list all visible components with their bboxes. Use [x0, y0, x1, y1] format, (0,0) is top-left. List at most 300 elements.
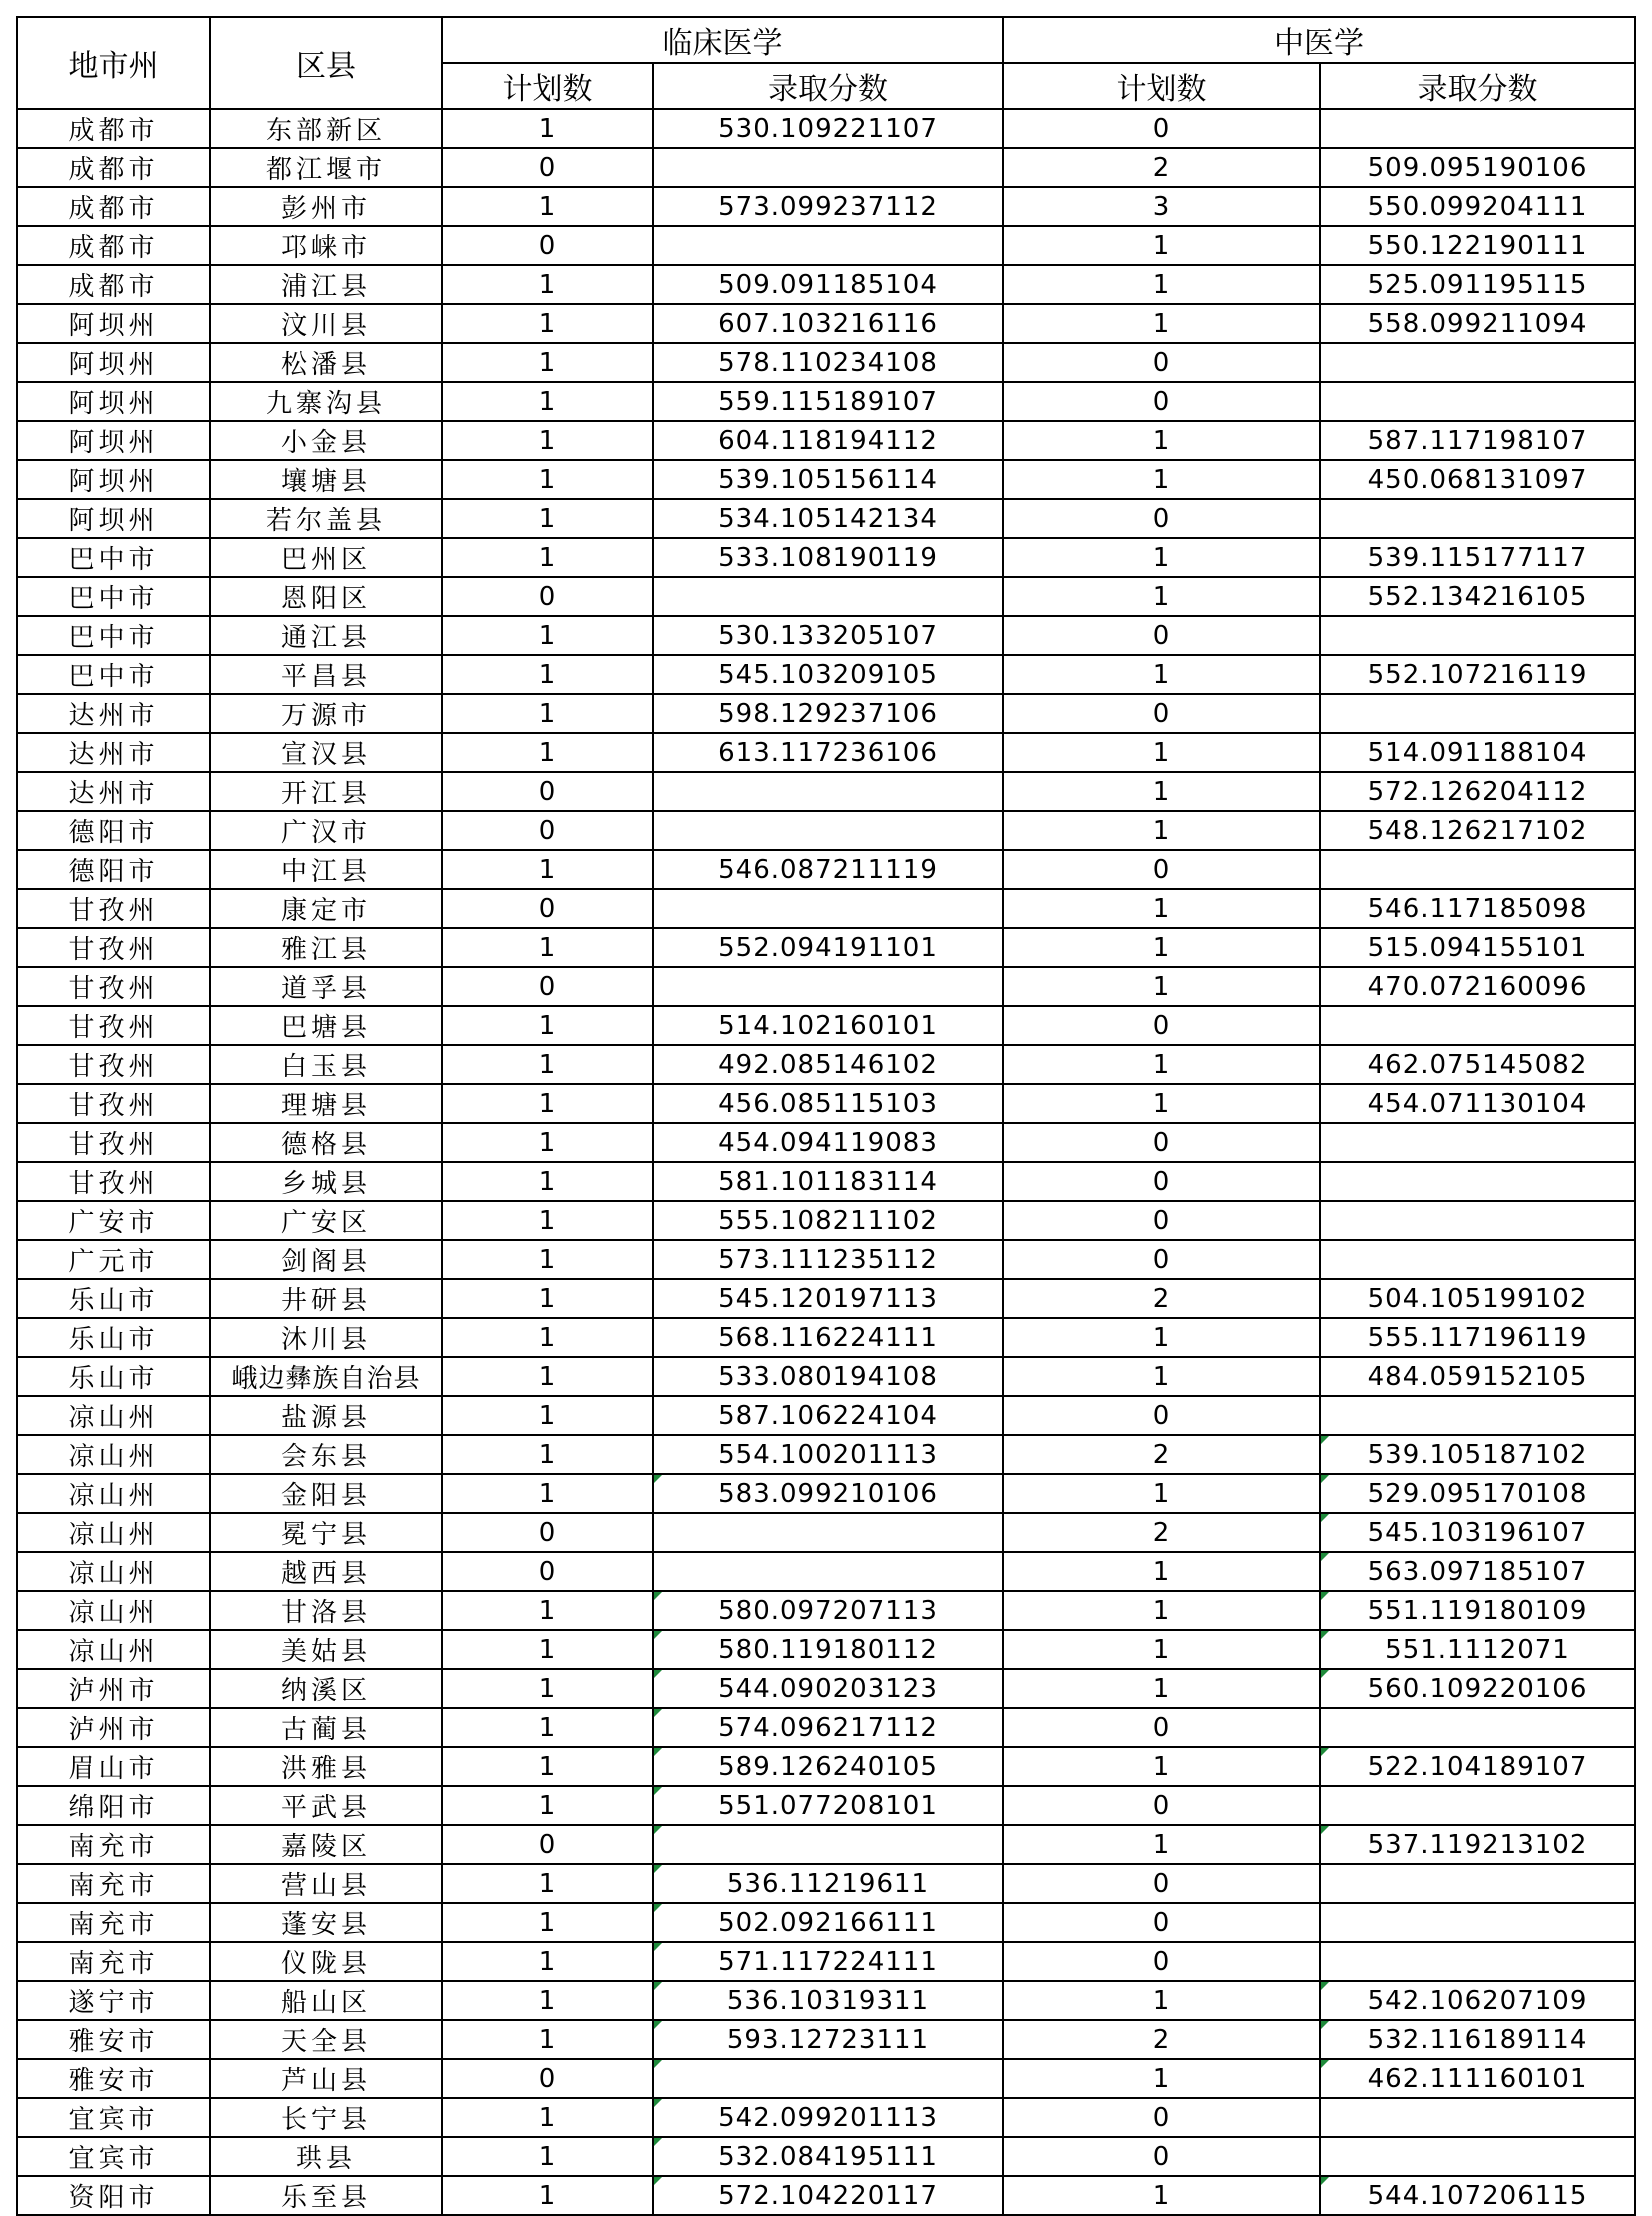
- cell-county: 嘉陵区: [210, 1825, 442, 1864]
- cell-city: 成都市: [17, 226, 210, 265]
- table-row: [17, 1552, 1635, 1591]
- cell-county: 雅江县: [210, 928, 442, 967]
- cell-county: 德格县: [210, 1123, 442, 1162]
- table-row: [17, 1903, 1635, 1942]
- cell-tcm-score: [1320, 1240, 1635, 1279]
- cell-tcm-score: [1320, 850, 1635, 889]
- cell-county: 金阳县: [210, 1474, 442, 1513]
- cell-tcm-plan: 1: [1003, 1552, 1320, 1591]
- cell-city: 阿坝州: [17, 304, 210, 343]
- cell-tcm-plan: 1: [1003, 1747, 1320, 1786]
- cell-city: 南充市: [17, 1903, 210, 1942]
- cell-tcm-plan: 0: [1003, 1708, 1320, 1747]
- cell-tcm-plan: 0: [1003, 694, 1320, 733]
- cell-clinical-plan: 1: [442, 928, 653, 967]
- cell-clinical-plan: 1: [442, 2137, 653, 2176]
- cell-clinical-score: 593.12723111: [653, 2020, 1003, 2059]
- cell-clinical-plan: 1: [442, 499, 653, 538]
- cell-city: 宜宾市: [17, 2098, 210, 2137]
- cell-tcm-score: 545.103196107: [1320, 1513, 1635, 1552]
- cell-clinical-plan: 0: [442, 967, 653, 1006]
- cell-tcm-plan: 0: [1003, 616, 1320, 655]
- cell-clinical-score: 533.108190119: [653, 538, 1003, 577]
- cell-clinical-score: 539.105156114: [653, 460, 1003, 499]
- table-row: [17, 1279, 1635, 1318]
- cell-tcm-plan: 0: [1003, 1162, 1320, 1201]
- cell-clinical-score: 536.10319311: [653, 1981, 1003, 2020]
- cell-county: 中江县: [210, 850, 442, 889]
- cell-tcm-score: 548.126217102: [1320, 811, 1635, 850]
- cell-tcm-plan: 1: [1003, 889, 1320, 928]
- cell-city: 阿坝州: [17, 343, 210, 382]
- cell-clinical-score: [653, 1825, 1003, 1864]
- table-row: [17, 1513, 1635, 1552]
- cell-clinical-plan: 1: [442, 304, 653, 343]
- cell-tcm-plan: 2: [1003, 148, 1320, 187]
- cell-city: 凉山州: [17, 1513, 210, 1552]
- header-group-clinical: 临床医学: [442, 17, 1003, 63]
- cell-clinical-score: [653, 889, 1003, 928]
- cell-clinical-score: 613.117236106: [653, 733, 1003, 772]
- cell-tcm-score: [1320, 1903, 1635, 1942]
- cell-tcm-score: 555.117196119: [1320, 1318, 1635, 1357]
- cell-clinical-plan: 1: [442, 1279, 653, 1318]
- cell-clinical-score: 554.100201113: [653, 1435, 1003, 1474]
- table-row: [17, 1318, 1635, 1357]
- table-row: [17, 1630, 1635, 1669]
- cell-county: 平武县: [210, 1786, 442, 1825]
- table-row: [17, 850, 1635, 889]
- cell-city: 甘孜州: [17, 889, 210, 928]
- cell-city: 凉山州: [17, 1630, 210, 1669]
- cell-county: 巴州区: [210, 538, 442, 577]
- table-row: [17, 1669, 1635, 1708]
- cell-tcm-plan: 1: [1003, 1084, 1320, 1123]
- cell-clinical-plan: 1: [442, 1201, 653, 1240]
- table-row: [17, 1981, 1635, 2020]
- cell-clinical-plan: 1: [442, 421, 653, 460]
- cell-clinical-score: [653, 772, 1003, 811]
- cell-tcm-score: 539.115177117: [1320, 538, 1635, 577]
- cell-tcm-score: [1320, 2098, 1635, 2137]
- cell-tcm-plan: 1: [1003, 1357, 1320, 1396]
- cell-tcm-score: 544.107206115: [1320, 2176, 1635, 2215]
- cell-city: 乐山市: [17, 1318, 210, 1357]
- cell-city: 成都市: [17, 265, 210, 304]
- table-row: [17, 1591, 1635, 1630]
- cell-tcm-score: 484.059152105: [1320, 1357, 1635, 1396]
- cell-clinical-score: 530.133205107: [653, 616, 1003, 655]
- table-row: [17, 382, 1635, 421]
- cell-clinical-plan: 1: [442, 1786, 653, 1825]
- cell-county: 汶川县: [210, 304, 442, 343]
- cell-tcm-score: [1320, 1396, 1635, 1435]
- cell-tcm-score: 462.075145082: [1320, 1045, 1635, 1084]
- cell-clinical-score: 580.097207113: [653, 1591, 1003, 1630]
- cell-tcm-plan: 1: [1003, 655, 1320, 694]
- cell-clinical-score: 589.126240105: [653, 1747, 1003, 1786]
- cell-tcm-plan: 1: [1003, 226, 1320, 265]
- table-header: [17, 17, 1635, 109]
- cell-county: 东部新区: [210, 109, 442, 148]
- cell-clinical-plan: 1: [442, 109, 653, 148]
- cell-tcm-score: [1320, 382, 1635, 421]
- cell-tcm-plan: 0: [1003, 1942, 1320, 1981]
- cell-city: 巴中市: [17, 538, 210, 577]
- cell-clinical-score: 534.105142134: [653, 499, 1003, 538]
- cell-clinical-score: [653, 577, 1003, 616]
- cell-clinical-score: 587.106224104: [653, 1396, 1003, 1435]
- cell-city: 阿坝州: [17, 460, 210, 499]
- cell-clinical-score: [653, 2059, 1003, 2098]
- cell-clinical-score: 607.103216116: [653, 304, 1003, 343]
- cell-county: 乡城县: [210, 1162, 442, 1201]
- cell-tcm-score: 515.094155101: [1320, 928, 1635, 967]
- table-row: [17, 616, 1635, 655]
- cell-county: 珙县: [210, 2137, 442, 2176]
- cell-city: 阿坝州: [17, 421, 210, 460]
- cell-city: 雅安市: [17, 2020, 210, 2059]
- table-row: [17, 109, 1635, 148]
- cell-county: 营山县: [210, 1864, 442, 1903]
- cell-tcm-score: 563.097185107: [1320, 1552, 1635, 1591]
- cell-county: 纳溪区: [210, 1669, 442, 1708]
- table-row: [17, 187, 1635, 226]
- cell-clinical-score: 574.096217112: [653, 1708, 1003, 1747]
- cell-clinical-plan: 1: [442, 850, 653, 889]
- cell-county: 井研县: [210, 1279, 442, 1318]
- cell-clinical-plan: 1: [442, 2020, 653, 2059]
- cell-tcm-score: 454.071130104: [1320, 1084, 1635, 1123]
- cell-tcm-plan: 1: [1003, 1474, 1320, 1513]
- cell-city: 凉山州: [17, 1474, 210, 1513]
- cell-clinical-plan: 1: [442, 1630, 653, 1669]
- cell-clinical-plan: 0: [442, 772, 653, 811]
- cell-county: 沐川县: [210, 1318, 442, 1357]
- table-row: [17, 2020, 1635, 2059]
- cell-county: 仪陇县: [210, 1942, 442, 1981]
- cell-clinical-score: [653, 148, 1003, 187]
- cell-city: 阿坝州: [17, 382, 210, 421]
- table-row: [17, 1942, 1635, 1981]
- cell-clinical-score: 542.099201113: [653, 2098, 1003, 2137]
- cell-clinical-score: 573.111235112: [653, 1240, 1003, 1279]
- cell-tcm-score: 572.126204112: [1320, 772, 1635, 811]
- cell-clinical-score: 509.091185104: [653, 265, 1003, 304]
- cell-city: 雅安市: [17, 2059, 210, 2098]
- cell-tcm-plan: 1: [1003, 1045, 1320, 1084]
- table-row: [17, 655, 1635, 694]
- table-row: [17, 889, 1635, 928]
- cell-clinical-score: 545.103209105: [653, 655, 1003, 694]
- cell-city: 凉山州: [17, 1552, 210, 1591]
- table-row: [17, 538, 1635, 577]
- cell-clinical-plan: 1: [442, 187, 653, 226]
- table-row: [17, 1084, 1635, 1123]
- cell-tcm-score: 560.109220106: [1320, 1669, 1635, 1708]
- table-row: [17, 1708, 1635, 1747]
- table-row: [17, 499, 1635, 538]
- cell-clinical-score: 559.115189107: [653, 382, 1003, 421]
- table-body: [17, 109, 1635, 2215]
- cell-clinical-plan: 1: [442, 655, 653, 694]
- cell-city: 资阳市: [17, 2176, 210, 2215]
- cell-county: 广安区: [210, 1201, 442, 1240]
- cell-clinical-plan: 1: [442, 538, 653, 577]
- cell-city: 达州市: [17, 694, 210, 733]
- cell-city: 甘孜州: [17, 1006, 210, 1045]
- cell-tcm-plan: 1: [1003, 1318, 1320, 1357]
- cell-clinical-plan: 1: [442, 343, 653, 382]
- cell-clinical-score: 555.108211102: [653, 1201, 1003, 1240]
- cell-county: 理塘县: [210, 1084, 442, 1123]
- cell-clinical-score: 573.099237112: [653, 187, 1003, 226]
- cell-city: 南充市: [17, 1864, 210, 1903]
- cell-tcm-score: 462.111160101: [1320, 2059, 1635, 2098]
- cell-tcm-plan: 1: [1003, 304, 1320, 343]
- table-row: [17, 148, 1635, 187]
- table-row: [17, 460, 1635, 499]
- cell-clinical-plan: 1: [442, 616, 653, 655]
- table-row: [17, 343, 1635, 382]
- cell-clinical-plan: 1: [442, 1864, 653, 1903]
- cell-county: 平昌县: [210, 655, 442, 694]
- cell-tcm-plan: 1: [1003, 2059, 1320, 2098]
- cell-county: 开江县: [210, 772, 442, 811]
- cell-clinical-score: 544.090203123: [653, 1669, 1003, 1708]
- cell-tcm-plan: 0: [1003, 2137, 1320, 2176]
- cell-clinical-score: 572.104220117: [653, 2176, 1003, 2215]
- table-row: [17, 1006, 1635, 1045]
- cell-tcm-score: [1320, 1864, 1635, 1903]
- table-row: [17, 2176, 1635, 2215]
- cell-tcm-score: 509.095190106: [1320, 148, 1635, 187]
- cell-county: 长宁县: [210, 2098, 442, 2137]
- cell-tcm-score: 514.091188104: [1320, 733, 1635, 772]
- cell-tcm-score: 470.072160096: [1320, 967, 1635, 1006]
- cell-city: 宜宾市: [17, 2137, 210, 2176]
- cell-city: 巴中市: [17, 655, 210, 694]
- table-row: [17, 811, 1635, 850]
- cell-clinical-plan: 0: [442, 2059, 653, 2098]
- cell-tcm-score: [1320, 1162, 1635, 1201]
- header-county: 区县: [210, 17, 442, 109]
- cell-tcm-plan: 0: [1003, 2098, 1320, 2137]
- table-row: [17, 1864, 1635, 1903]
- table-row: [17, 1747, 1635, 1786]
- cell-tcm-score: [1320, 1942, 1635, 1981]
- cell-county: 康定市: [210, 889, 442, 928]
- table-row: [17, 1825, 1635, 1864]
- cell-county: 船山区: [210, 1981, 442, 2020]
- cell-clinical-plan: 1: [442, 1357, 653, 1396]
- cell-tcm-plan: 1: [1003, 733, 1320, 772]
- cell-tcm-plan: 3: [1003, 187, 1320, 226]
- cell-clinical-score: [653, 967, 1003, 1006]
- table-row: [17, 1045, 1635, 1084]
- cell-clinical-plan: 1: [442, 1591, 653, 1630]
- cell-tcm-plan: 1: [1003, 1630, 1320, 1669]
- cell-city: 成都市: [17, 187, 210, 226]
- table-row: [17, 421, 1635, 460]
- cell-tcm-plan: 1: [1003, 577, 1320, 616]
- cell-county: 芦山县: [210, 2059, 442, 2098]
- cell-clinical-score: 454.094119083: [653, 1123, 1003, 1162]
- cell-clinical-score: 546.087211119: [653, 850, 1003, 889]
- header-tcm-score: 录取分数: [1320, 63, 1635, 109]
- cell-city: 甘孜州: [17, 1084, 210, 1123]
- cell-city: 甘孜州: [17, 1123, 210, 1162]
- cell-tcm-plan: 0: [1003, 1240, 1320, 1279]
- cell-clinical-plan: 0: [442, 1825, 653, 1864]
- cell-clinical-score: 581.101183114: [653, 1162, 1003, 1201]
- header-clinical-plan: 计划数: [442, 63, 653, 109]
- cell-clinical-plan: 1: [442, 2098, 653, 2137]
- table-row: [17, 733, 1635, 772]
- table-row: [17, 304, 1635, 343]
- cell-county: 剑阁县: [210, 1240, 442, 1279]
- cell-city: 凉山州: [17, 1591, 210, 1630]
- cell-city: 甘孜州: [17, 1162, 210, 1201]
- cell-clinical-plan: 1: [442, 1669, 653, 1708]
- cell-county: 蓬安县: [210, 1903, 442, 1942]
- cell-clinical-score: 545.120197113: [653, 1279, 1003, 1318]
- cell-clinical-plan: 1: [442, 1708, 653, 1747]
- cell-clinical-score: 571.117224111: [653, 1942, 1003, 1981]
- cell-tcm-score: 529.095170108: [1320, 1474, 1635, 1513]
- cell-clinical-plan: 1: [442, 2176, 653, 2215]
- cell-county: 白玉县: [210, 1045, 442, 1084]
- header-tcm-plan: 计划数: [1003, 63, 1320, 109]
- cell-county: 乐至县: [210, 2176, 442, 2215]
- cell-county: 古蔺县: [210, 1708, 442, 1747]
- cell-county: 彭州市: [210, 187, 442, 226]
- cell-tcm-plan: 1: [1003, 1825, 1320, 1864]
- cell-county: 越西县: [210, 1552, 442, 1591]
- cell-tcm-score: [1320, 694, 1635, 733]
- cell-tcm-plan: 1: [1003, 460, 1320, 499]
- cell-tcm-plan: 1: [1003, 928, 1320, 967]
- cell-clinical-plan: 0: [442, 577, 653, 616]
- cell-clinical-score: 492.085146102: [653, 1045, 1003, 1084]
- cell-tcm-plan: 0: [1003, 382, 1320, 421]
- cell-city: 乐山市: [17, 1357, 210, 1396]
- cell-tcm-plan: 1: [1003, 2176, 1320, 2215]
- cell-clinical-score: [653, 226, 1003, 265]
- cell-clinical-score: 533.080194108: [653, 1357, 1003, 1396]
- cell-tcm-plan: 0: [1003, 109, 1320, 148]
- cell-clinical-plan: 1: [442, 1747, 653, 1786]
- cell-county: 洪雅县: [210, 1747, 442, 1786]
- cell-city: 遂宁市: [17, 1981, 210, 2020]
- table-row: [17, 577, 1635, 616]
- cell-tcm-plan: 1: [1003, 538, 1320, 577]
- cell-county: 广汉市: [210, 811, 442, 850]
- cell-clinical-plan: 1: [442, 1903, 653, 1942]
- cell-tcm-plan: 1: [1003, 265, 1320, 304]
- cell-tcm-score: 587.117198107: [1320, 421, 1635, 460]
- cell-clinical-plan: 0: [442, 889, 653, 928]
- cell-tcm-plan: 1: [1003, 1981, 1320, 2020]
- cell-county: 万源市: [210, 694, 442, 733]
- cell-clinical-plan: 1: [442, 382, 653, 421]
- cell-city: 南充市: [17, 1942, 210, 1981]
- cell-county: 九寨沟县: [210, 382, 442, 421]
- cell-county: 松潘县: [210, 343, 442, 382]
- cell-tcm-plan: 0: [1003, 1123, 1320, 1162]
- cell-clinical-score: 532.084195111: [653, 2137, 1003, 2176]
- cell-tcm-score: [1320, 1786, 1635, 1825]
- cell-city: 凉山州: [17, 1396, 210, 1435]
- cell-clinical-plan: 0: [442, 1552, 653, 1591]
- cell-clinical-plan: 1: [442, 1942, 653, 1981]
- cell-tcm-score: 551.1112071: [1320, 1630, 1635, 1669]
- header-clinical-score: 录取分数: [653, 63, 1003, 109]
- cell-tcm-score: 522.104189107: [1320, 1747, 1635, 1786]
- cell-tcm-plan: 0: [1003, 1903, 1320, 1942]
- cell-clinical-score: 583.099210106: [653, 1474, 1003, 1513]
- cell-county: 通江县: [210, 616, 442, 655]
- cell-tcm-score: 550.122190111: [1320, 226, 1635, 265]
- cell-tcm-plan: 1: [1003, 967, 1320, 1006]
- cell-clinical-plan: 1: [442, 460, 653, 499]
- cell-clinical-score: 580.119180112: [653, 1630, 1003, 1669]
- cell-tcm-score: [1320, 499, 1635, 538]
- cell-county: 若尔盖县: [210, 499, 442, 538]
- cell-clinical-score: 502.092166111: [653, 1903, 1003, 1942]
- header-group-tcm: 中医学: [1003, 17, 1635, 63]
- cell-county: 壤塘县: [210, 460, 442, 499]
- cell-clinical-plan: 1: [442, 1240, 653, 1279]
- cell-clinical-score: 578.110234108: [653, 343, 1003, 382]
- cell-county: 恩阳区: [210, 577, 442, 616]
- cell-tcm-plan: 1: [1003, 811, 1320, 850]
- cell-clinical-score: 568.116224111: [653, 1318, 1003, 1357]
- cell-clinical-score: 598.129237106: [653, 694, 1003, 733]
- cell-city: 巴中市: [17, 616, 210, 655]
- cell-county: 美姑县: [210, 1630, 442, 1669]
- cell-tcm-plan: 2: [1003, 1513, 1320, 1552]
- cell-city: 甘孜州: [17, 967, 210, 1006]
- table-row: [17, 2098, 1635, 2137]
- cell-county: 邛崃市: [210, 226, 442, 265]
- cell-tcm-score: [1320, 1123, 1635, 1162]
- cell-clinical-score: 551.077208101: [653, 1786, 1003, 1825]
- table-row: [17, 1396, 1635, 1435]
- cell-tcm-plan: 0: [1003, 1006, 1320, 1045]
- cell-clinical-plan: 1: [442, 1474, 653, 1513]
- cell-clinical-plan: 0: [442, 148, 653, 187]
- cell-tcm-plan: 1: [1003, 1669, 1320, 1708]
- cell-tcm-plan: 2: [1003, 1279, 1320, 1318]
- cell-clinical-score: [653, 1552, 1003, 1591]
- cell-city: 成都市: [17, 109, 210, 148]
- cell-clinical-plan: 1: [442, 733, 653, 772]
- cell-clinical-score: 536.11219611: [653, 1864, 1003, 1903]
- cell-clinical-score: 604.118194112: [653, 421, 1003, 460]
- cell-clinical-plan: 0: [442, 226, 653, 265]
- cell-city: 乐山市: [17, 1279, 210, 1318]
- cell-tcm-score: 504.105199102: [1320, 1279, 1635, 1318]
- cell-tcm-score: 552.134216105: [1320, 577, 1635, 616]
- table-row: [17, 967, 1635, 1006]
- cell-city: 甘孜州: [17, 1045, 210, 1084]
- cell-tcm-score: [1320, 109, 1635, 148]
- cell-tcm-plan: 0: [1003, 1864, 1320, 1903]
- cell-clinical-plan: 1: [442, 1123, 653, 1162]
- cell-county: 甘洛县: [210, 1591, 442, 1630]
- table-row: [17, 694, 1635, 733]
